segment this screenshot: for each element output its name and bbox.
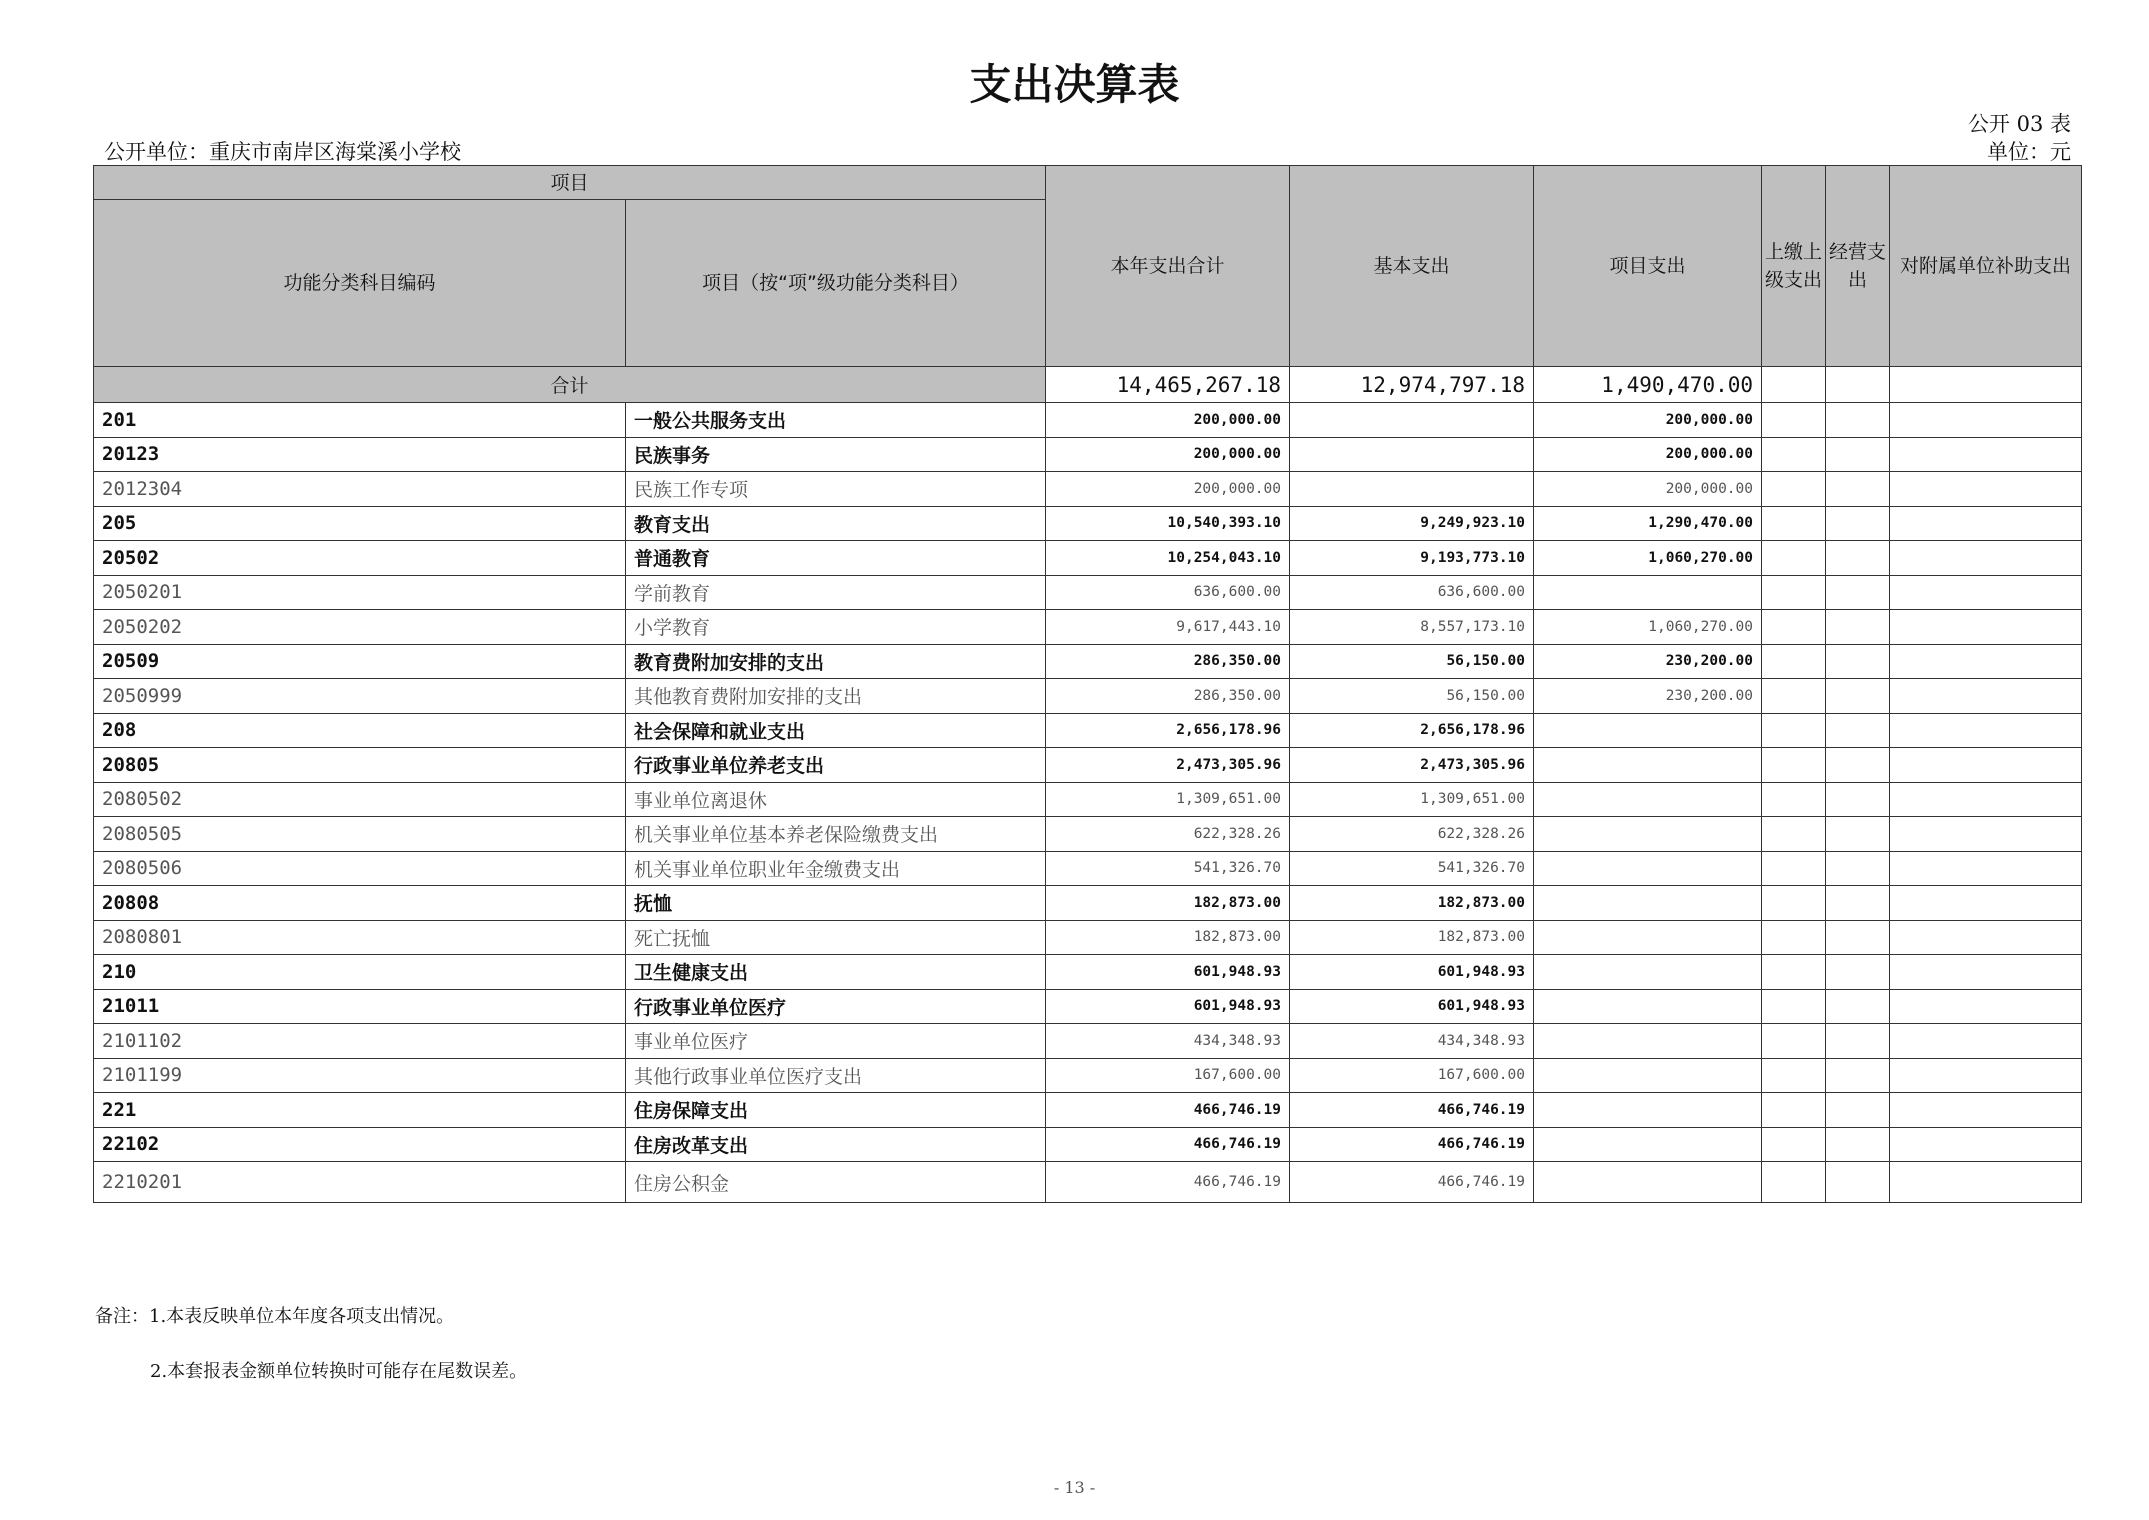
code-cell: 2101102 [94,1024,626,1059]
code-cell: 20502 [94,541,626,576]
basic-cell: 1,309,651.00 [1290,782,1534,817]
code-cell: 21011 [94,989,626,1024]
code-cell: 201 [94,403,626,438]
total-upper [1762,367,1826,403]
subsidy-cell [1890,920,2082,955]
upper-cell [1762,1127,1826,1162]
basic-cell: 601,948.93 [1290,955,1534,990]
subsidy-cell [1890,817,2082,852]
upper-cell [1762,610,1826,645]
name-cell: 学前教育 [626,575,1046,610]
name-cell: 住房保障支出 [626,1093,1046,1128]
basic-cell [1290,437,1534,472]
table-row [94,920,2082,955]
name-cell: 住房改革支出 [626,1127,1046,1162]
basic-cell: 2,473,305.96 [1290,748,1534,783]
name-cell: 机关事业单位职业年金缴费支出 [626,851,1046,886]
upper-cell [1762,886,1826,921]
table-row [94,610,2082,645]
total-cell: 541,326.70 [1046,851,1290,886]
total-cell: 601,948.93 [1046,955,1290,990]
project-cell [1534,989,1762,1024]
name-cell: 抚恤 [626,886,1046,921]
basic-cell: 182,873.00 [1290,886,1534,921]
project-cell: 1,060,270.00 [1534,541,1762,576]
basic-cell: 8,557,173.10 [1290,610,1534,645]
subsidy-cell [1890,1058,2082,1093]
name-cell: 机关事业单位基本养老保险缴费支出 [626,817,1046,852]
total-project: 1,490,470.00 [1534,367,1762,403]
table-row [94,1058,2082,1093]
total-cell: 286,350.00 [1046,644,1290,679]
basic-cell: 434,348.93 [1290,1024,1534,1059]
upper-cell [1762,989,1826,1024]
business-cell [1826,1058,1890,1093]
subsidy-cell [1890,575,2082,610]
upper-cell [1762,679,1826,714]
project-cell: 1,290,470.00 [1534,506,1762,541]
table-row [94,851,2082,886]
table-row [94,437,2082,472]
business-cell [1826,472,1890,507]
subsidy-cell [1890,851,2082,886]
subsidy-cell [1890,610,2082,645]
table-row [94,1024,2082,1059]
header-item: 项目 [94,166,1046,200]
upper-cell [1762,403,1826,438]
business-cell [1826,886,1890,921]
table-row [94,713,2082,748]
code-cell: 2050202 [94,610,626,645]
table-row [94,1093,2082,1128]
name-cell: 教育费附加安排的支出 [626,644,1046,679]
table-number: 公开 03 表 [1967,112,2071,136]
project-cell [1534,713,1762,748]
project-cell [1534,1093,1762,1128]
project-cell: 200,000.00 [1534,437,1762,472]
name-cell: 行政事业单位医疗 [626,989,1046,1024]
upper-cell [1762,851,1826,886]
code-cell: 205 [94,506,626,541]
business-cell [1826,1127,1890,1162]
name-cell: 小学教育 [626,610,1046,645]
total-cell: 466,746.19 [1046,1127,1290,1162]
basic-cell: 182,873.00 [1290,920,1534,955]
note-1: 备注：1.本表反映单位本年度各项支出情况。 [95,1306,455,1327]
total-cell: 182,873.00 [1046,920,1290,955]
basic-cell: 541,326.70 [1290,851,1534,886]
table-row [94,748,2082,783]
code-cell: 208 [94,713,626,748]
name-cell: 普通教育 [626,541,1046,576]
subsidy-cell [1890,437,2082,472]
total-amount: 14,465,267.18 [1046,367,1290,403]
total-cell: 10,540,393.10 [1046,506,1290,541]
header-business: 经营支出 [1826,166,1890,367]
project-cell [1534,955,1762,990]
header-code: 功能分类科目编码 [94,200,626,367]
basic-cell: 466,746.19 [1290,1093,1534,1128]
table-row [94,989,2082,1024]
code-cell: 210 [94,955,626,990]
project-cell [1534,575,1762,610]
business-cell [1826,610,1890,645]
total-cell: 466,746.19 [1046,1093,1290,1128]
basic-cell: 9,249,923.10 [1290,506,1534,541]
upper-cell [1762,541,1826,576]
name-cell: 住房公积金 [626,1162,1046,1203]
total-cell: 9,617,443.10 [1046,610,1290,645]
code-cell: 2101199 [94,1058,626,1093]
code-cell: 2080502 [94,782,626,817]
subsidy-cell [1890,1024,2082,1059]
code-cell: 22102 [94,1127,626,1162]
business-cell [1826,1093,1890,1128]
currency-unit: 单位：元 [1987,140,2071,164]
project-cell [1534,1127,1762,1162]
project-cell: 200,000.00 [1534,472,1762,507]
upper-cell [1762,920,1826,955]
basic-cell: 167,600.00 [1290,1058,1534,1093]
total-cell: 636,600.00 [1046,575,1290,610]
total-cell: 601,948.93 [1046,989,1290,1024]
upper-cell [1762,1093,1826,1128]
header-basic: 基本支出 [1290,166,1534,367]
name-cell: 其他行政事业单位医疗支出 [626,1058,1046,1093]
project-cell: 1,060,270.00 [1534,610,1762,645]
subsidy-cell [1890,472,2082,507]
project-cell [1534,886,1762,921]
total-label: 合计 [94,367,1046,403]
subsidy-cell [1890,541,2082,576]
subsidy-cell [1890,748,2082,783]
name-cell: 其他教育费附加安排的支出 [626,679,1046,714]
subsidy-cell [1890,955,2082,990]
subsidy-cell [1890,1127,2082,1162]
total-cell: 167,600.00 [1046,1058,1290,1093]
upper-cell [1762,1162,1826,1203]
upper-cell [1762,437,1826,472]
project-cell [1534,920,1762,955]
project-cell [1534,748,1762,783]
total-cell: 2,656,178.96 [1046,713,1290,748]
project-cell [1534,1162,1762,1203]
subsidy-cell [1890,782,2082,817]
business-cell [1826,1162,1890,1203]
upper-cell [1762,575,1826,610]
project-cell [1534,851,1762,886]
table-row [94,1127,2082,1162]
basic-cell [1290,403,1534,438]
subsidy-cell [1890,713,2082,748]
reporting-unit: 公开单位：重庆市南岸区海棠溪小学校 [104,140,461,164]
total-cell: 200,000.00 [1046,472,1290,507]
table-row [94,886,2082,921]
table-row [94,644,2082,679]
expenditure-table [93,165,2082,1203]
name-cell: 事业单位离退休 [626,782,1046,817]
upper-cell [1762,782,1826,817]
table-row [94,782,2082,817]
business-cell [1826,920,1890,955]
business-cell [1826,541,1890,576]
subsidy-cell [1890,679,2082,714]
business-cell [1826,575,1890,610]
business-cell [1826,679,1890,714]
basic-cell: 2,656,178.96 [1290,713,1534,748]
header-name: 项目（按“项”级功能分类科目） [626,200,1046,367]
code-cell: 20808 [94,886,626,921]
project-cell: 200,000.00 [1534,403,1762,438]
business-cell [1826,955,1890,990]
table-row [94,955,2082,990]
upper-cell [1762,1024,1826,1059]
total-cell: 622,328.26 [1046,817,1290,852]
business-cell [1826,748,1890,783]
basic-cell [1290,472,1534,507]
code-cell: 20509 [94,644,626,679]
name-cell: 社会保障和就业支出 [626,713,1046,748]
subsidy-cell [1890,989,2082,1024]
total-subsidy [1890,367,2082,403]
note-2: 2.本套报表金额单位转换时可能存在尾数误差。 [150,1361,528,1382]
total-cell: 200,000.00 [1046,403,1290,438]
project-cell [1534,1058,1762,1093]
project-cell [1534,817,1762,852]
name-cell: 一般公共服务支出 [626,403,1046,438]
page-number: - 13 - [1053,1478,1096,1497]
code-cell: 20805 [94,748,626,783]
business-cell [1826,506,1890,541]
total-basic: 12,974,797.18 [1290,367,1534,403]
code-cell: 2050201 [94,575,626,610]
header-project: 项目支出 [1534,166,1762,367]
project-cell [1534,1024,1762,1059]
table-row [94,472,2082,507]
table-row [94,403,2082,438]
basic-cell: 636,600.00 [1290,575,1534,610]
total-cell: 10,254,043.10 [1046,541,1290,576]
header-subsidy: 对附属单位补助支出 [1890,166,2082,367]
name-cell: 卫生健康支出 [626,955,1046,990]
subsidy-cell [1890,1093,2082,1128]
total-cell: 200,000.00 [1046,437,1290,472]
header-total: 本年支出合计 [1046,166,1290,367]
basic-cell: 601,948.93 [1290,989,1534,1024]
name-cell: 教育支出 [626,506,1046,541]
business-cell [1826,1024,1890,1059]
upper-cell [1762,713,1826,748]
table-row [94,679,2082,714]
subsidy-cell [1890,1162,2082,1203]
page-title: 支出决算表 [969,60,1180,109]
total-cell: 1,309,651.00 [1046,782,1290,817]
business-cell [1826,782,1890,817]
table-row [94,541,2082,576]
basic-cell: 56,150.00 [1290,679,1534,714]
total-cell: 466,746.19 [1046,1162,1290,1203]
total-business [1826,367,1890,403]
business-cell [1826,989,1890,1024]
header-upper: 上缴上级支出 [1762,166,1826,367]
project-cell: 230,200.00 [1534,679,1762,714]
subsidy-cell [1890,886,2082,921]
total-cell: 434,348.93 [1046,1024,1290,1059]
table-row [94,575,2082,610]
upper-cell [1762,1058,1826,1093]
name-cell: 事业单位医疗 [626,1024,1046,1059]
code-cell: 2210201 [94,1162,626,1203]
business-cell [1826,403,1890,438]
code-cell: 2012304 [94,472,626,507]
upper-cell [1762,506,1826,541]
code-cell: 221 [94,1093,626,1128]
project-cell [1534,782,1762,817]
code-cell: 2050999 [94,679,626,714]
upper-cell [1762,955,1826,990]
project-cell: 230,200.00 [1534,644,1762,679]
basic-cell: 466,746.19 [1290,1162,1534,1203]
basic-cell: 56,150.00 [1290,644,1534,679]
name-cell: 行政事业单位养老支出 [626,748,1046,783]
business-cell [1826,713,1890,748]
basic-cell: 9,193,773.10 [1290,541,1534,576]
subsidy-cell [1890,403,2082,438]
table-row [94,506,2082,541]
total-cell: 182,873.00 [1046,886,1290,921]
table-row [94,817,2082,852]
basic-cell: 622,328.26 [1290,817,1534,852]
name-cell: 死亡抚恤 [626,920,1046,955]
subsidy-cell [1890,506,2082,541]
upper-cell [1762,644,1826,679]
subsidy-cell [1890,644,2082,679]
code-cell: 2080505 [94,817,626,852]
business-cell [1826,851,1890,886]
code-cell: 2080801 [94,920,626,955]
business-cell [1826,644,1890,679]
total-cell: 286,350.00 [1046,679,1290,714]
total-cell: 2,473,305.96 [1046,748,1290,783]
code-cell: 2080506 [94,851,626,886]
basic-cell: 466,746.19 [1290,1127,1534,1162]
upper-cell [1762,472,1826,507]
business-cell [1826,817,1890,852]
name-cell: 民族工作专项 [626,472,1046,507]
table-row [94,1162,2082,1203]
business-cell [1826,437,1890,472]
name-cell: 民族事务 [626,437,1046,472]
upper-cell [1762,748,1826,783]
code-cell: 20123 [94,437,626,472]
upper-cell [1762,817,1826,852]
